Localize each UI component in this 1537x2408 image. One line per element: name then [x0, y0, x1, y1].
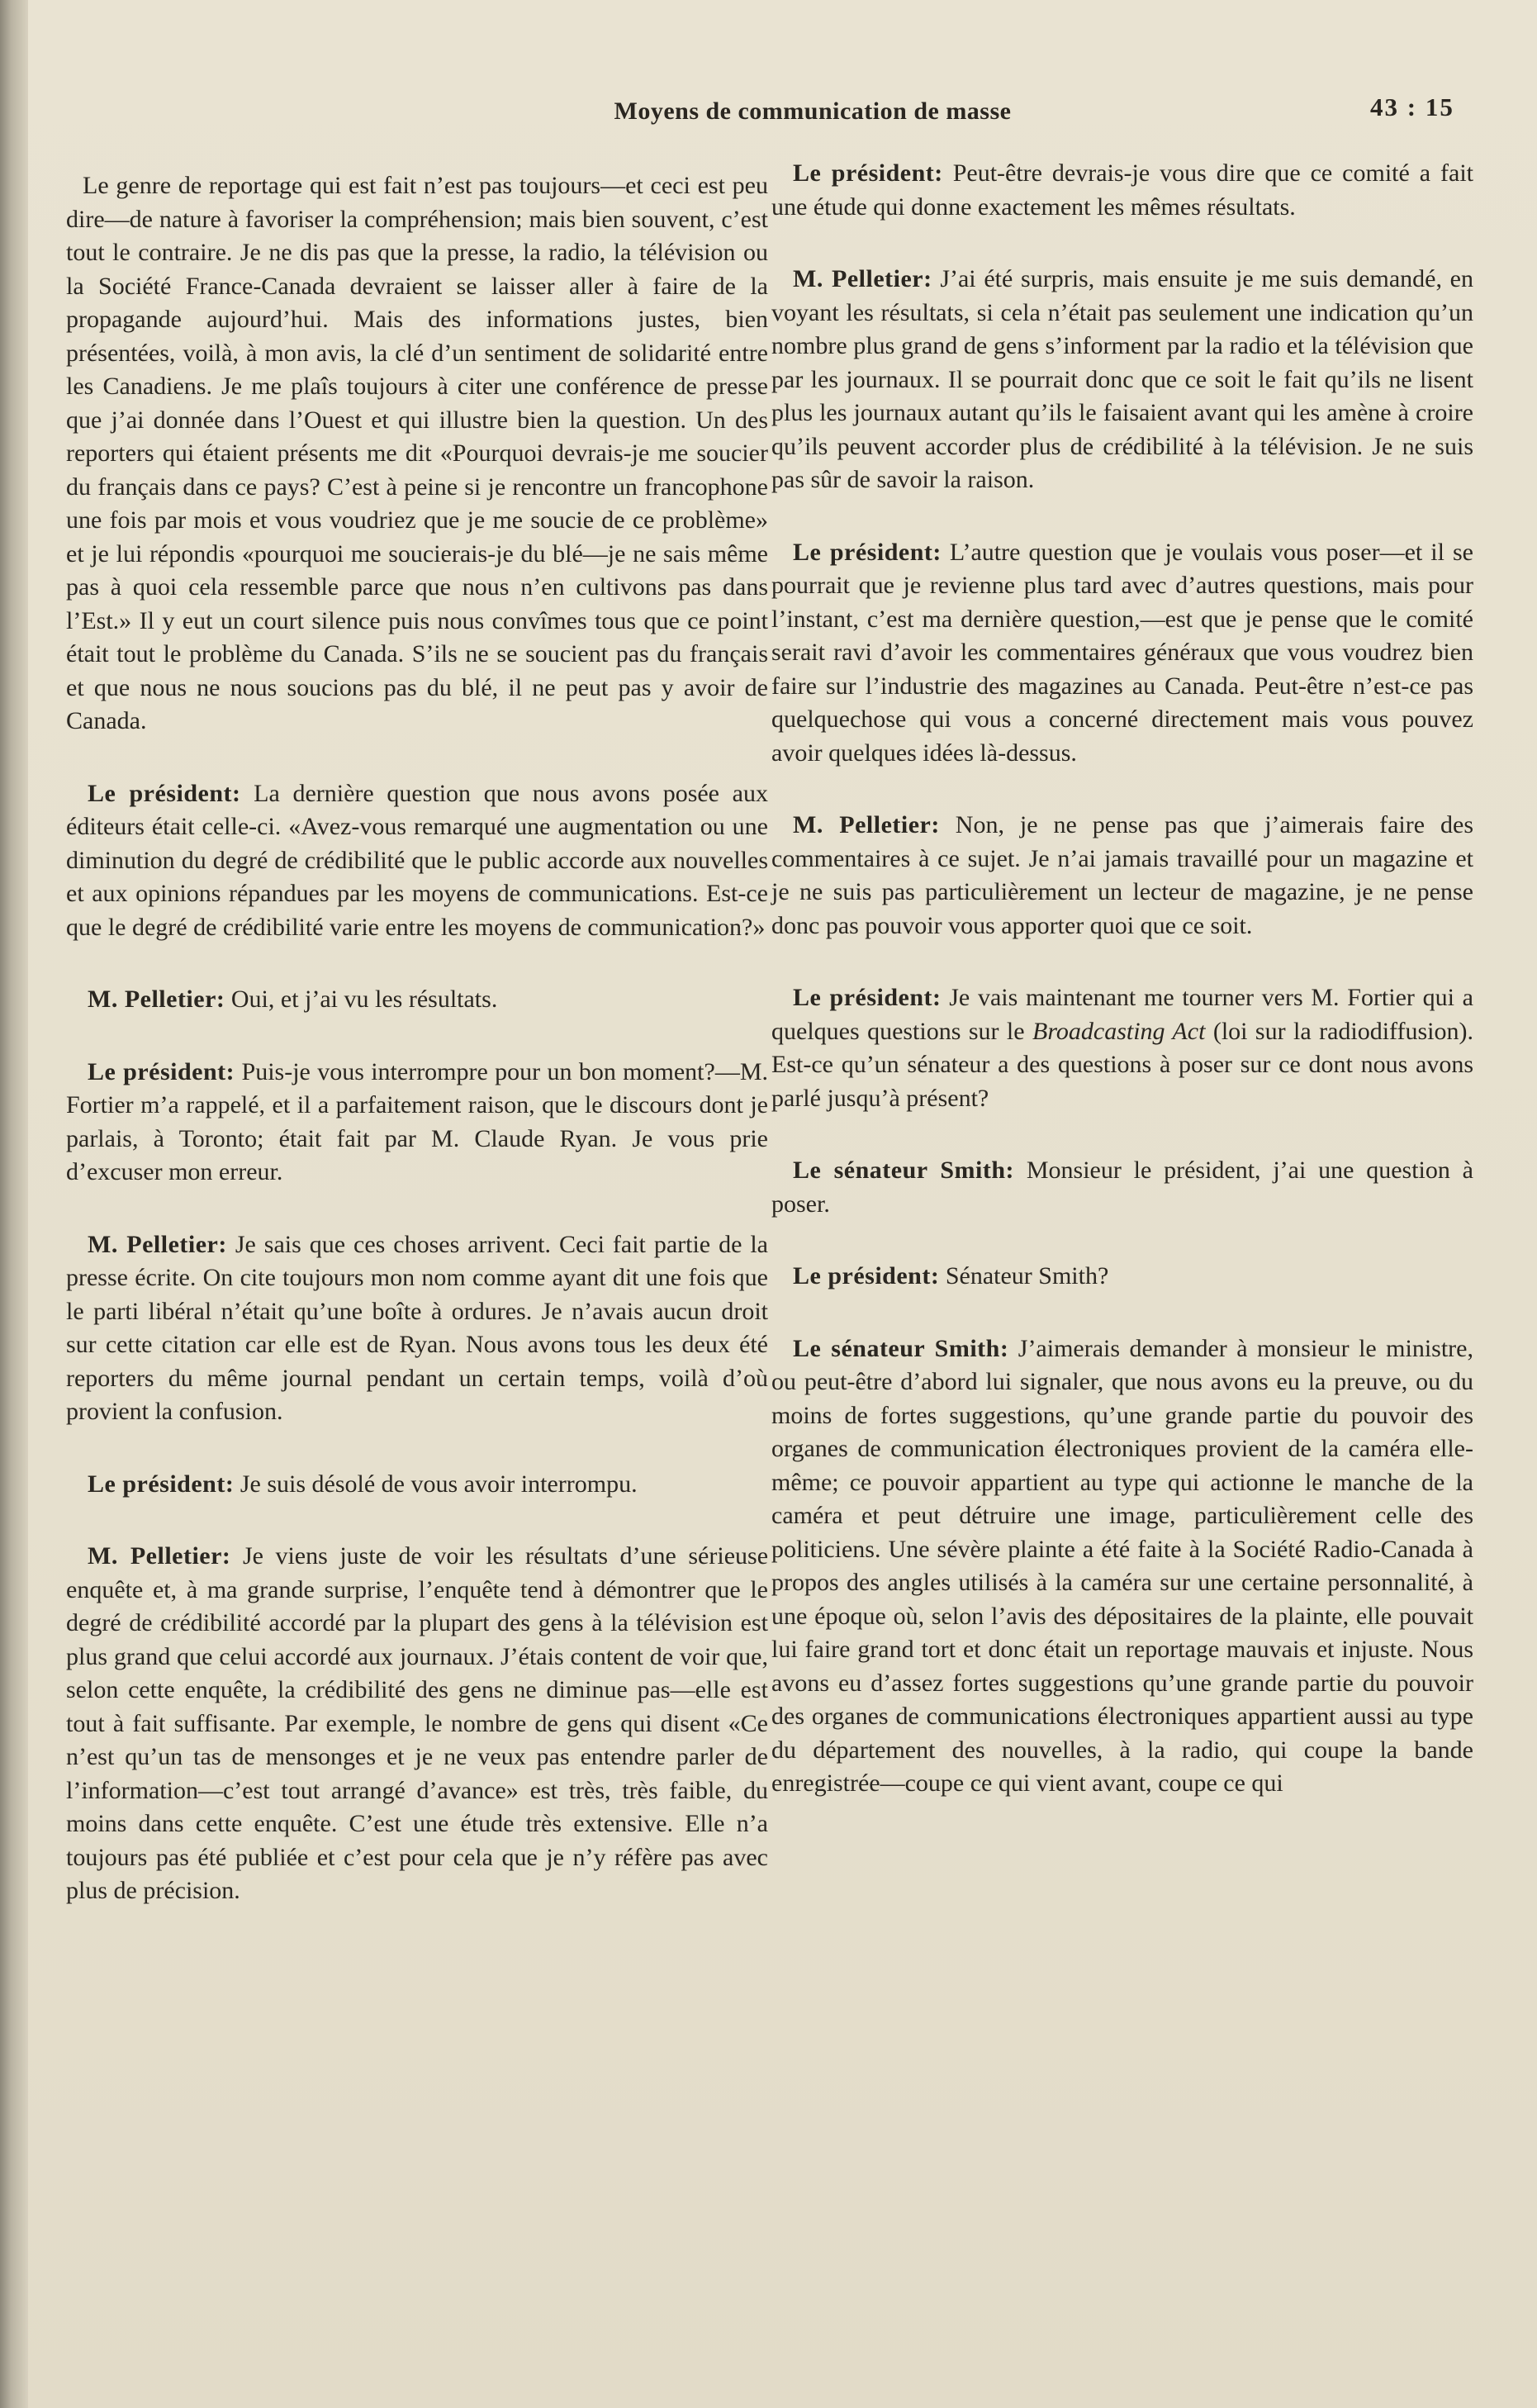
paragraph-text: Je viens juste de voir les résultats d’une sérieuse enquête et, à ma grande surprise, l’enquête tend à démontrer que le degré de crédibilité accordé par la plupart des gens à la télévision est plus grand que celui accordé aux journaux. J’étais content de voir que, selon cette enquête, la crédibilité des gens ne diminue pas—elle est tout à fait suffisante. Par exemple, le nombre de gens qui disent «Ce n’est qu’un tas de mensonges et je ne veux pas entendre parler de l’information—c’est tout arrangé d’avance» est très, très faible, du moins dans cette enquête. C’est une étude très extensive. Elle n’a toujours pas été publiée et c’est pour cela que je n’y réfère pas avec plus de précision. — [66, 1542, 769, 1904]
paragraph-text: (loi sur la radiodiffusion). Est-ce qu’un sénateur a des questions à poser sur ce dont nous avons parlé jusqu’à présent? — [771, 1017, 1473, 1112]
paragraph — [66, 1056, 768, 1190]
paragraph — [771, 1154, 1473, 1221]
paragraph-text: Non, je ne pense pas que j’aimerais faire des commentaires à ce sujet. Je n’ai jamais travaillé pour un magazine et je ne suis pas particulièrement un lecteur de magazine, je ne pense donc pas pouvoir vous apporter quoi que ce soit. — [771, 811, 1473, 939]
paragraph-text: Puis-je vous interrompre pour un bon moment?—M. Fortier m’a rappelé, et il a parfaitement raison, que le discours dont je parlais, à Toronto; était fait par M. Claude Ryan. Je vous prie d’excuser mon erreur. — [66, 1057, 768, 1185]
paragraph — [66, 983, 768, 1017]
speaker-label: Le président: — [88, 1470, 235, 1498]
paragraph — [66, 1540, 768, 1908]
speaker-label: M. Pelletier: — [793, 811, 940, 838]
speaker-label: Le président: — [793, 159, 943, 187]
speaker-label: Le sénateur Smith: — [793, 1334, 1009, 1362]
paragraph — [771, 981, 1473, 1115]
speaker-label: Le sénateur Smith: — [793, 1157, 1015, 1184]
paragraph-text: Je vais maintenant me tourner vers M. Fortier qui a quelques questions sur le — [771, 984, 1473, 1045]
speaker-label: Le président: — [793, 538, 942, 566]
running-header-title: Moyens de communication de masse — [614, 97, 1012, 125]
paragraph-text: Peut-être devrais-je vous dire que ce comité a fait une étude qui donne exactement les mêmes résultats. — [771, 159, 1473, 221]
paragraph-text: Je sais que ces choses arrivent. Ceci fait partie de la presse écrite. On cite toujours mon nom comme ayant dit une fois que le parti libéral n’était qu’une boîte à ordures. Je n’avais aucun droit sur cette citation car elle est de Ryan. Nous avons tous les deux été reporters du même journal pendant un certain temps, voilà d’où provient la confusion. — [66, 1230, 768, 1425]
paragraph-text: Le genre de reportage qui est fait n’est pas toujours—et ceci est peu dire—de nature à favoriser la compréhension; mais bien souvent, c’est tout le contraire. Je ne dis pas que la presse, la radio, la télévision ou la Société France-Canada devraient se laisser aller à faire de la propagande aujourd’hui. Mais des informations justes, bien présentées, voilà, à mon avis, la clé d’un sentiment de solidarité entre les Canadiens. Je me plaîs toujours à citer une conférence de presse que j’ai donnée dans l’Ouest et qui illustre bien la question. Un des reporters qui étaient présents me dit «Pourquoi devrais-je me soucier du français dans ce pays? C’est à peine si je rencontre un francophone une fois par mois et vous voudriez que je me soucie de ce problème» et je lui répondis «pourquoi me soucierais-je du blé—je ne sais même pas à quoi cela ressemble parce que nous n’en cultivons pas dans l’Est.» Il y eut un court silence puis nous convîmes tous que ce point était tout le problème du Canada. S’ils ne se soucient pas du français et que nous ne nous soucions pas du blé, il ne peut pas y avoir de Canada. — [66, 172, 768, 734]
speaker-label: M. Pelletier: — [88, 1542, 231, 1570]
paragraph — [66, 1468, 768, 1502]
paragraph — [66, 777, 768, 945]
speaker-label: Le président: — [88, 779, 241, 807]
speaker-label: Le président: — [793, 984, 942, 1011]
paragraph — [771, 809, 1473, 943]
right-column — [771, 157, 1473, 1840]
paragraph — [771, 1332, 1473, 1801]
paragraph-text: Sénateur Smith? — [939, 1262, 1109, 1289]
speaker-label: M. Pelletier: — [88, 986, 225, 1013]
paragraph-text: Oui, et j’ai vu les résultats. — [225, 986, 498, 1013]
paragraph — [66, 1228, 768, 1429]
page-number: 43 : 15 — [1370, 93, 1454, 121]
italic-act-title: Broadcasting Act — [1032, 1017, 1206, 1045]
paragraph — [66, 169, 768, 739]
document-page — [28, 0, 1537, 2408]
left-column — [66, 169, 768, 1947]
paragraph-text: La dernière question que nous avons posée aux éditeurs était celle-ci. «Avez-vous remarqué une augmentation ou une diminution du degré de crédibilité que le public accorde aux nouvelles et aux opinions répandues par les moyens de communications. Est-ce que le degré de crédibilité varie entre les moyens de communication?» — [66, 779, 768, 941]
speaker-label: Le président: — [793, 1262, 940, 1289]
paragraph-text: Monsieur le président, j’ai une question à poser. — [771, 1157, 1473, 1218]
speaker-label: Le président: — [88, 1057, 235, 1085]
paragraph-text: Je suis désolé de vous avoir interrompu. — [234, 1470, 638, 1498]
book-spine-shadow — [0, 0, 28, 2408]
speaker-label: M. Pelletier: — [793, 265, 932, 292]
paragraph-text: L’autre question que je voulais vous poser—et il se pourrait que je revienne plus tard avec d’autres questions, mais pour l’instant, c’est ma dernière question,—est que je pense que le comité serait ravi d’avoir les commentaires généraux que vous voudrez bien faire sur l’industrie des magazines au Canada. Peut-être n’est-ce pas quelquechose qui vous a concerné directement mais vous pouvez avoir quelques idées là-dessus. — [771, 538, 1473, 767]
paragraph — [771, 536, 1473, 771]
speaker-label: M. Pelletier: — [88, 1230, 227, 1258]
paragraph-text: J’aimerais demander à monsieur le ministre, ou peut-être d’abord lui signaler, que nous avons eu la preuve, ou du moins de fortes suggestions, qu’une grande partie du pouvoir des organes de communication électroniques provient de la caméra elle-même; ce pouvoir appartient au type qui actionne le manche de la caméra et peut détruire une image, particulièrement celle des politiciens. Une sévère plainte a été faite à la Société Radio-Canada à propos des angles utilisés à la caméra sur une certaine personnalité, à une époque où, selon l’avis des dépositaires de la plainte, elle pouvait lui faire grand tort et donc était un reportage mauvais et injuste. Nous avons eu d’assez fortes suggestions qu’une grande partie du pouvoir des organes de communications électroniques appartient aussi au type du département des nouvelles, à la radio, qui coupe la bande enregistrée—coupe ce qui vient avant, coupe ce qui — [771, 1334, 1473, 1797]
paragraph — [771, 263, 1473, 497]
paragraph — [771, 157, 1473, 224]
paragraph — [771, 1260, 1473, 1294]
paragraph-text: J’ai été surpris, mais ensuite je me suis demandé, en voyant les résultats, si cela n’était pas seulement une indication qu’un nombre plus grand de gens s’informent par la radio et la télévision que par les journaux. Il se pourrait donc que ce soit le fait qu’ils ne lisent plus les journaux autant qu’ils le faisaient avant qui les amène à croire qu’ils peuvent accorder plus de crédibilité à la télévision. Je ne suis pas sûr de savoir la raison. — [771, 265, 1473, 493]
